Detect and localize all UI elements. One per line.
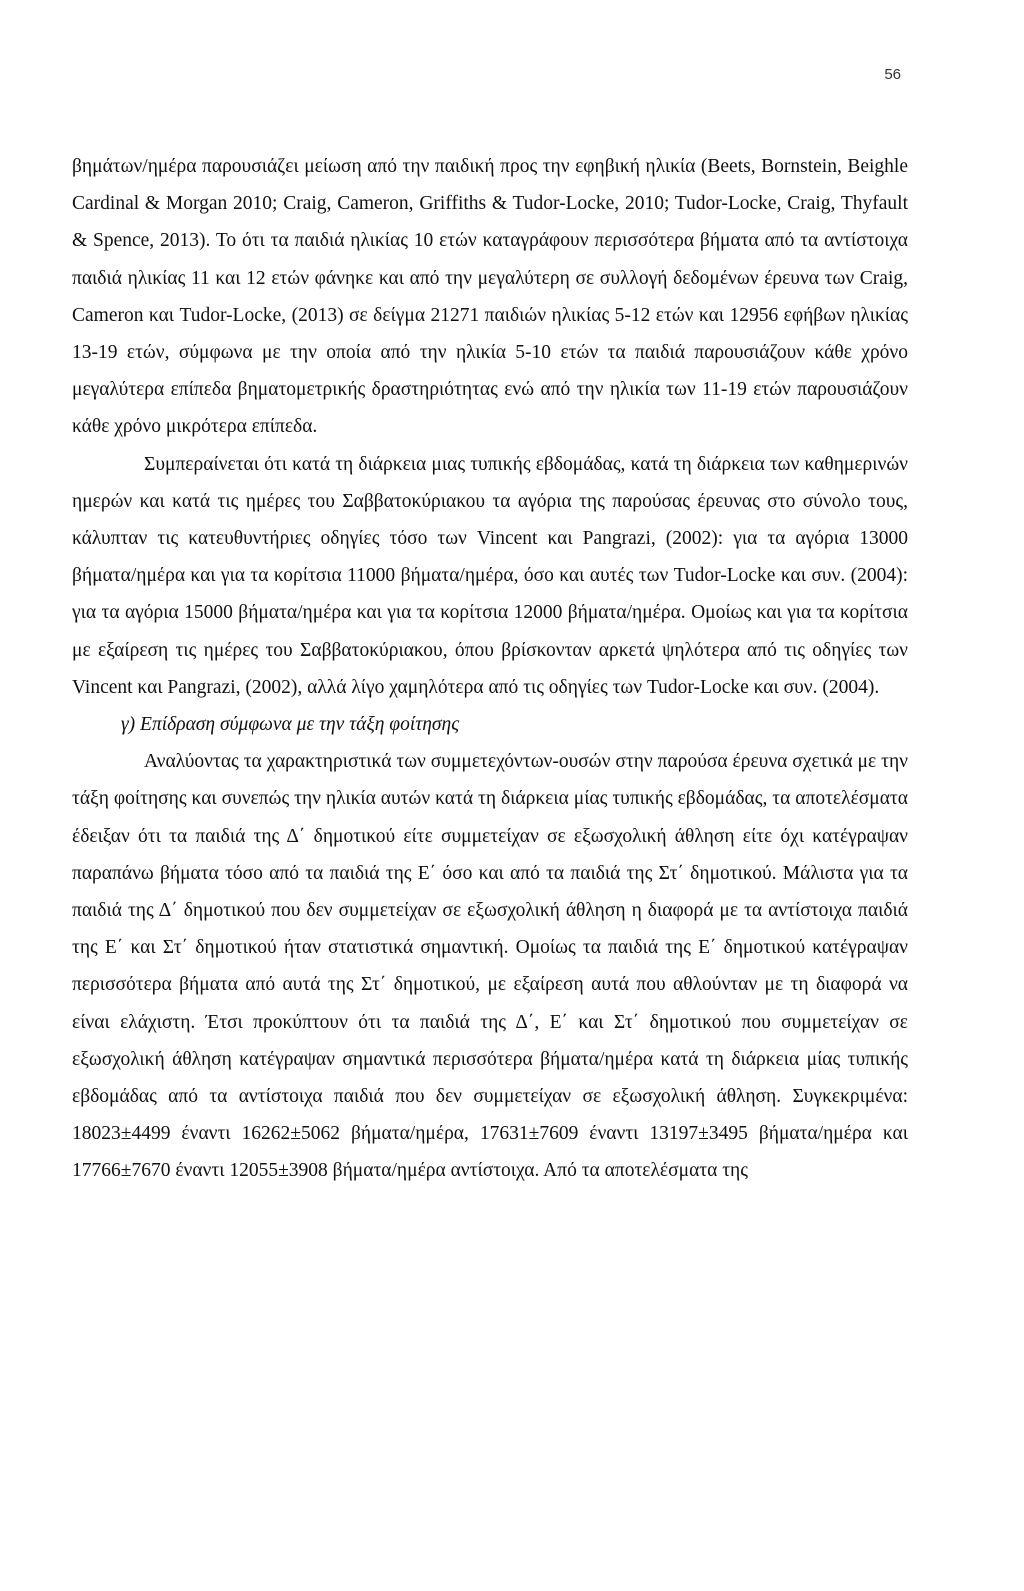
body-paragraph-1: βημάτων/ημέρα παρουσιάζει μείωση από την παιδική προς την εφηβική ηλικία (Beets, Bornstein, Beighle Cardinal & Morgan 2010; Craig, Cameron, Griffiths & Tudor-Locke, 2010; Tudor-Locke, Craig, Thyfault & Spence, 2013). Το ότι τα παιδιά ηλικίας 10 ετών καταγράφουν περισσότερα βήματα από τα αντίστοιχα παιδιά ηλικίας 11 και 12 ετών φάνηκε και από την μεγαλύτερη σε συλλογή δεδομένων έρευνα των Craig, Cameron και Tudor-Locke, (2013) σε δείγμα 21271 παιδιών ηλικίας 5-12 ετών και 12956 εφήβων ηλικίας 13-19 ετών, σύμφωνα με την οποία από την ηλικία 5-10 ετών τα παιδιά παρουσιάζουν κάθε χρόνο μεγαλύτερα επίπεδα βηματομετρικής δραστηριότητας ενώ από την ηλικία των 11-19 ετών παρουσιάζουν κάθε χρόνο μικρότερα επίπεδα.	[72, 156, 908, 438]
page-number: 56	[884, 66, 901, 83]
section-paragraph: Αναλύοντας τα χαρακτηριστικά των συμμετεχόντων-ουσών στην παρούσα έρευνα σχετικά με την τάξη φοίτησης και συνεπώς την ηλικία αυτών κατά τη διάρκεια μίας τυπικής εβδομάδας, τα αποτελέσματα έδειξαν ότι τα παιδιά της Δ΄ δημοτικού είτε συμμετείχαν σε εξωσχολική άθληση είτε όχι κατέγραψαν παραπάνω βήματα τόσο από τα παιδιά της Ε΄ όσο και από τα παιδιά της Στ΄ δημοτικού. Μάλιστα για τα παιδιά της Δ΄ δημοτικού που δεν συμμετείχαν σε εξωσχολική άθληση η διαφορά με τα αντίστοιχα παιδιά της Ε΄ και Στ΄ δημοτικού ήταν στατιστικά σημαντική. Ομοίως τα παιδιά της Ε΄ δημοτικού κατέγραψαν περισσότερα βήματα από αυτά της Στ΄ δημοτικού, με εξαίρεση αυτά που αθλούνταν με τη διαφορά να είναι ελάχιστη. Έτσι προκύπτουν ότι τα παιδιά της Δ΄, Ε΄ και Στ΄ δημοτικού που συμμετείχαν σε εξωσχολική άθληση κατέγραψαν σημαντικά περισσότερα βήματα/ημέρα κατά τη διάρκεια μίας τυπικής εβδομάδας από τα αντίστοιχα παιδιά που δεν συμμετείχαν σε εξωσχολική άθληση. Συγκεκριμένα: 18023±4499 έναντι 16262±5062 βήματα/ημέρα, 17631±7609 έναντι 13197±3495 βήματα/ημέρα και 17766±7670 έναντι 12055±3908 βήματα/ημέρα αντίστοιχα. Από τα αποτελέσματα της	[72, 751, 908, 1182]
page-body	[72, 148, 908, 1190]
section-heading: γ) Επίδραση σύμφωνα με την τάξη φοίτησης	[121, 714, 460, 736]
body-paragraph-2: Συμπεραίνεται ότι κατά τη διάρκεια μιας τυπικής εβδομάδας, κατά τη διάρκεια των καθημερινών ημερών και κατά τις ημέρες του Σαββατοκύριακου τα αγόρια της παρούσας έρευνας στο σύνολο τους, κάλυπταν τις κατευθυντήριες οδηγίες τόσο των Vincent και Pangrazi, (2002): για τα αγόρια 13000 βήματα/ημέρα και για τα κορίτσια 11000 βήματα/ημέρα, όσο και αυτές των Tudor-Locke και συν. (2004): για τα αγόρια 15000 βήματα/ημέρα και για τα κορίτσια 12000 βήματα/ημέρα. Ομοίως και για τα κορίτσια με εξαίρεση τις ημέρες του Σαββατοκύριακου, όπου βρίσκονταν αρκετά ψηλότερα από τις οδηγίες των Vincent και Pangrazi, (2002), αλλά λίγο χαμηλότερα από τις οδηγίες των Tudor-Locke και συν. (2004).	[72, 453, 908, 698]
